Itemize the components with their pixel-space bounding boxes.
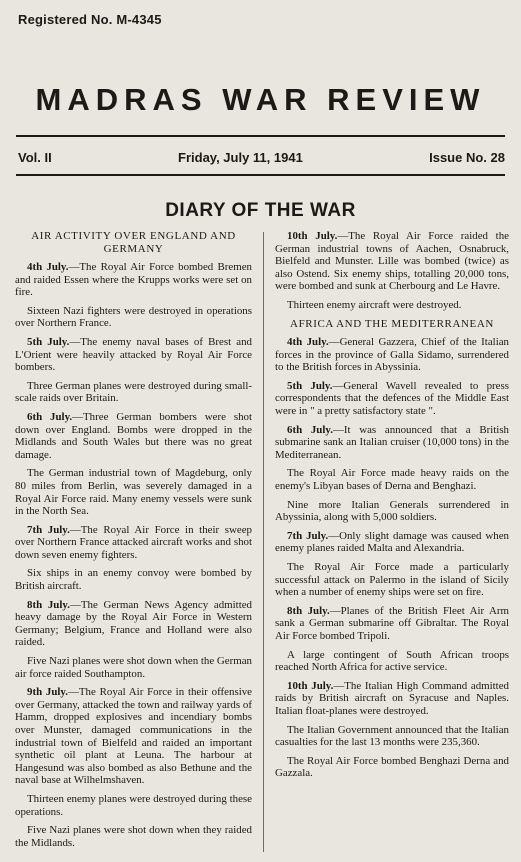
entry-date: 4th July. (287, 336, 329, 349)
diary-entry (15, 305, 252, 330)
entry-text: —The Royal Air Force in their sweep over Northern France attacked aircraft works and shot down seven enemy fighters. (15, 523, 253, 561)
diary-entry (15, 824, 252, 849)
left-column (15, 230, 252, 855)
entry-text: Sixteen Nazi fighters were destroyed in operations over Northern France. (15, 304, 252, 330)
right-paragraphs-air (275, 230, 509, 312)
entry-text: Nine more Italian Generals surrendered in Abyssinia, along with 5,000 soldiers. (275, 498, 509, 524)
diary-entry (275, 649, 509, 674)
section-title-air-activity: AIR ACTIVITY OVER ENGLAND AND GERMANY (31, 230, 236, 255)
diary-entry (15, 336, 252, 374)
diary-entry (275, 230, 509, 293)
entry-text: The Italian Government announced that the Italian casualties for the last 13 months were 235,360. (275, 723, 509, 749)
diary-entry (275, 605, 509, 643)
entry-text: —The Royal Air Force bombed Bremen and raided Essen where the Krupps works were set on fire. (15, 261, 252, 299)
diary-entry (15, 567, 252, 592)
entry-text: A large contingent of South African troops reached North Africa for active service. (275, 648, 509, 674)
diary-entry (15, 467, 252, 517)
entry-text: The Royal Air Force made heavy raids on the enemy's Libyan bases of Derna and Benghazi. (275, 467, 509, 492)
entry-text: —Three German bombers were shot down over England. Bombs were dropped in the Midlands and South Wales but there was no great damage. (15, 410, 252, 461)
page-headline: DIARY OF THE WAR (165, 200, 356, 221)
entry-date: 7th July. (27, 523, 70, 536)
entry-text: Six ships in an enemy convoy were bombed by British aircraft. (15, 567, 252, 593)
volume-label: Vol. II (18, 150, 52, 165)
masthead-title: MADRAS WAR REVIEW (35, 82, 486, 117)
diary-entry (15, 686, 252, 787)
diary-entry (275, 467, 509, 492)
entry-text: Three German planes were destroyed during small-scale raids over Britain. (15, 379, 252, 405)
diary-entry (275, 755, 509, 780)
top-rule (16, 135, 505, 137)
diary-entry (275, 299, 509, 312)
diary-entry (15, 411, 252, 461)
entry-date: 5th July. (287, 379, 333, 392)
diary-entry (275, 336, 509, 374)
entry-text: —It was announced that a British submarine sank an Italian cruiser (10,000 tons) in the Mediterranean. (275, 423, 509, 461)
section-title-africa: AFRICA AND THE MEDITERRANEAN (290, 317, 494, 330)
entry-text: —The Royal Air Force raided the German industrial towns of Aachen, Osnabruck, Bielfeld and Munster. Lille was bombed (twice) as also Ostend. Six enemy ships, totalling 20,000 tons, were bombed and sunk at Cherbourg and Le Havre. (275, 230, 509, 293)
diary-entry (275, 561, 509, 599)
diary-entry (15, 793, 252, 818)
entry-date: 8th July. (287, 604, 330, 617)
diary-entry (15, 261, 252, 299)
entry-date: 8th July. (27, 598, 70, 611)
entry-text: —Only slight damage was caused when enemy planes raided Malta and Alexandria. (275, 529, 509, 555)
entry-text: —The Royal Air Force in their offensive over Germany, attacked the town and railway yards of Hamm, dropped explosives and incendiary bombs over Munster, damaged communications in the industrial town of Bielfeld and raided an important synthetic oil plant at Leuna. The harbour at Hangesund was also bombed as also Bethune and the naval base at Wilhelmshaven. (15, 686, 253, 787)
entry-text: Five Nazi planes were shot down when they raided the Midlands. (15, 824, 252, 849)
entry-date: 10th July. (287, 679, 334, 692)
entry-date: 6th July. (287, 423, 333, 436)
diary-entry (15, 599, 252, 649)
entry-text: —General Gazzera, Chief of the Italian forces in the province of Galla Sidamo, surrendered to the British forces in Abyssinia. (275, 336, 509, 374)
diary-entry (275, 724, 509, 749)
entry-text: The Royal Air Force bombed Benghazi Derna and Gazzala. (275, 754, 509, 780)
entry-date: 6th July. (27, 410, 73, 423)
diary-entry (275, 499, 509, 524)
diary-entry (275, 680, 509, 718)
left-paragraphs (15, 261, 252, 849)
diary-entry (275, 380, 509, 418)
entry-text: The Royal Air Force made a particularly successful attack on Palermo in the island of Sicily when a number of enemy ships were set on fire. (275, 560, 509, 599)
entry-text: Thirteen enemy aircraft were destroyed. (287, 298, 462, 311)
diary-entry (15, 655, 252, 680)
entry-date: 10th July. (287, 230, 338, 242)
diary-entry (275, 530, 509, 555)
entry-date: 4th July. (27, 261, 69, 273)
entry-text: —The German News Agency admitted heavy damage by the Royal Air Force in Western Germany; Belgium, France and Holland were also raided. (15, 598, 252, 649)
registration-number: Registered No. M-4345 (18, 12, 162, 27)
entry-text: Five Nazi planes were shot down when the German air force raided Southampton. (15, 655, 253, 680)
diary-entry (15, 524, 252, 562)
diary-entry (275, 424, 509, 462)
diary-entry (15, 380, 252, 405)
entry-date: 5th July. (27, 335, 70, 348)
bottom-rule (16, 174, 505, 176)
entry-text: —The enemy naval bases of Brest and L'Orient were heavily attacked by Royal Air Force bombers. (15, 335, 252, 374)
entry-text: —General Wavell revealed to press correspondents that the defences of the Middle East were in " a pretty satisfactory state ". (275, 379, 509, 418)
entry-text: Thirteen enemy planes were destroyed during these operations. (15, 792, 252, 818)
entry-text: —The Italian High Command admitted raids by British aircraft on Syracuse and Naples. Italian float-planes were destroyed. (275, 679, 509, 717)
entry-text: —Planes of the British Fleet Air Arm sank a German submarine off Gibraltar. The Royal Air Force bombed Tripoli. (275, 604, 509, 642)
right-column (275, 230, 509, 786)
right-paragraphs-africa (275, 336, 509, 780)
entry-text: The German industrial town of Magdeburg, only 80 miles from Berlin, was severely damaged in a Royal Air Force raid. Many enemy vessels were sunk in the North Sea. (15, 467, 252, 518)
entry-date: 7th July. (287, 529, 329, 542)
issue-number: Issue No. 28 (429, 150, 505, 165)
issue-date: Friday, July 11, 1941 (178, 150, 303, 165)
entry-date: 9th July. (27, 686, 69, 699)
issue-line (18, 150, 505, 165)
column-divider (263, 232, 264, 852)
